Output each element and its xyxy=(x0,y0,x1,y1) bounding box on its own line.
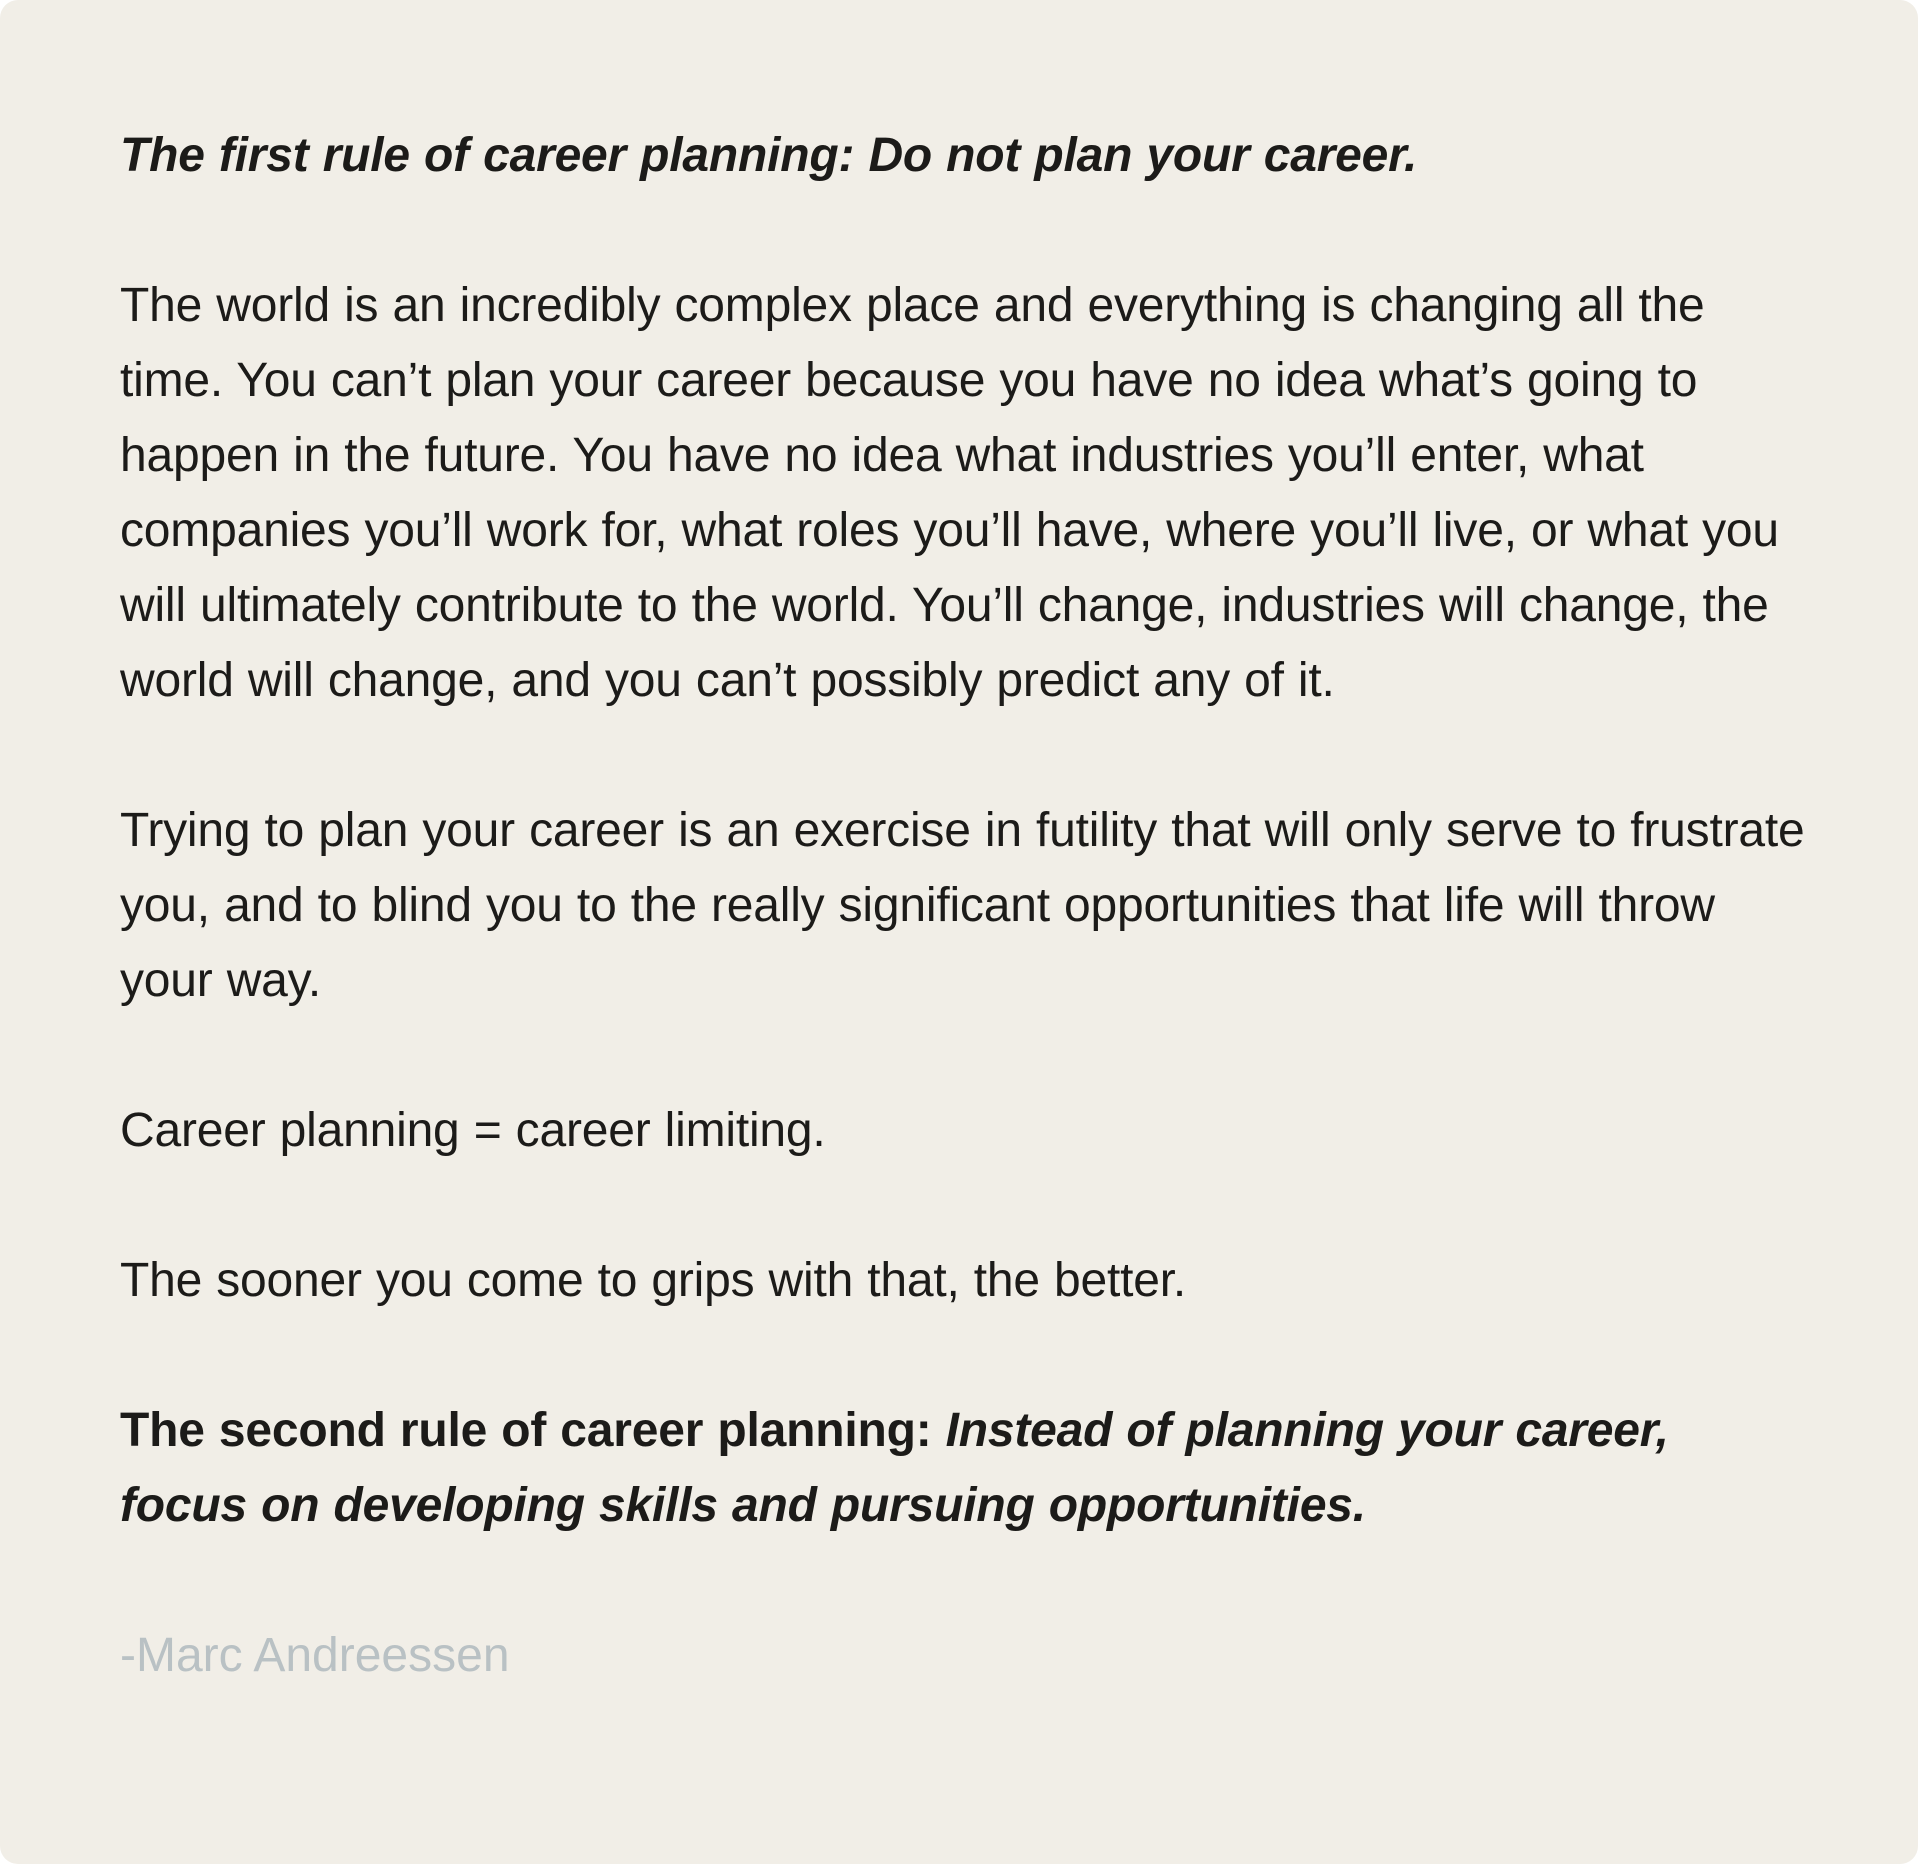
body-paragraph-4: The sooner you come to grips with that, the better. xyxy=(120,1254,1187,1307)
body-paragraph-3: Career planning = career limiting. xyxy=(120,1104,826,1157)
quote-attribution: -Marc Andreessen xyxy=(120,1629,510,1682)
first-rule-heading: The first rule of career planning: Do not plan your career. xyxy=(120,129,1418,182)
second-rule-body: Instead of planning your career, focus on developing skills and pursuing opportunities. xyxy=(120,1404,1669,1532)
second-rule-paragraph xyxy=(120,1393,1806,1543)
body-paragraph-2: Trying to plan your career is an exercise in futility that will only serve to frustrate you, and to blind you to the really significant opportunities that life will throw your way. xyxy=(120,804,1805,1007)
body-paragraph-1: The world is an incredibly complex place and everything is changing all the time. You can’t plan your career because you have no idea what’s going to happen in the future. You have no idea what industries you’ll enter, what companies you’ll work for, what roles you’ll have, where you’ll live, or what you will ultimately contribute to the world. You’ll change, industries will change, the world will change, and you can’t possibly predict any of it. xyxy=(120,279,1779,707)
second-rule-lead: The second rule of career planning: xyxy=(120,1404,946,1457)
